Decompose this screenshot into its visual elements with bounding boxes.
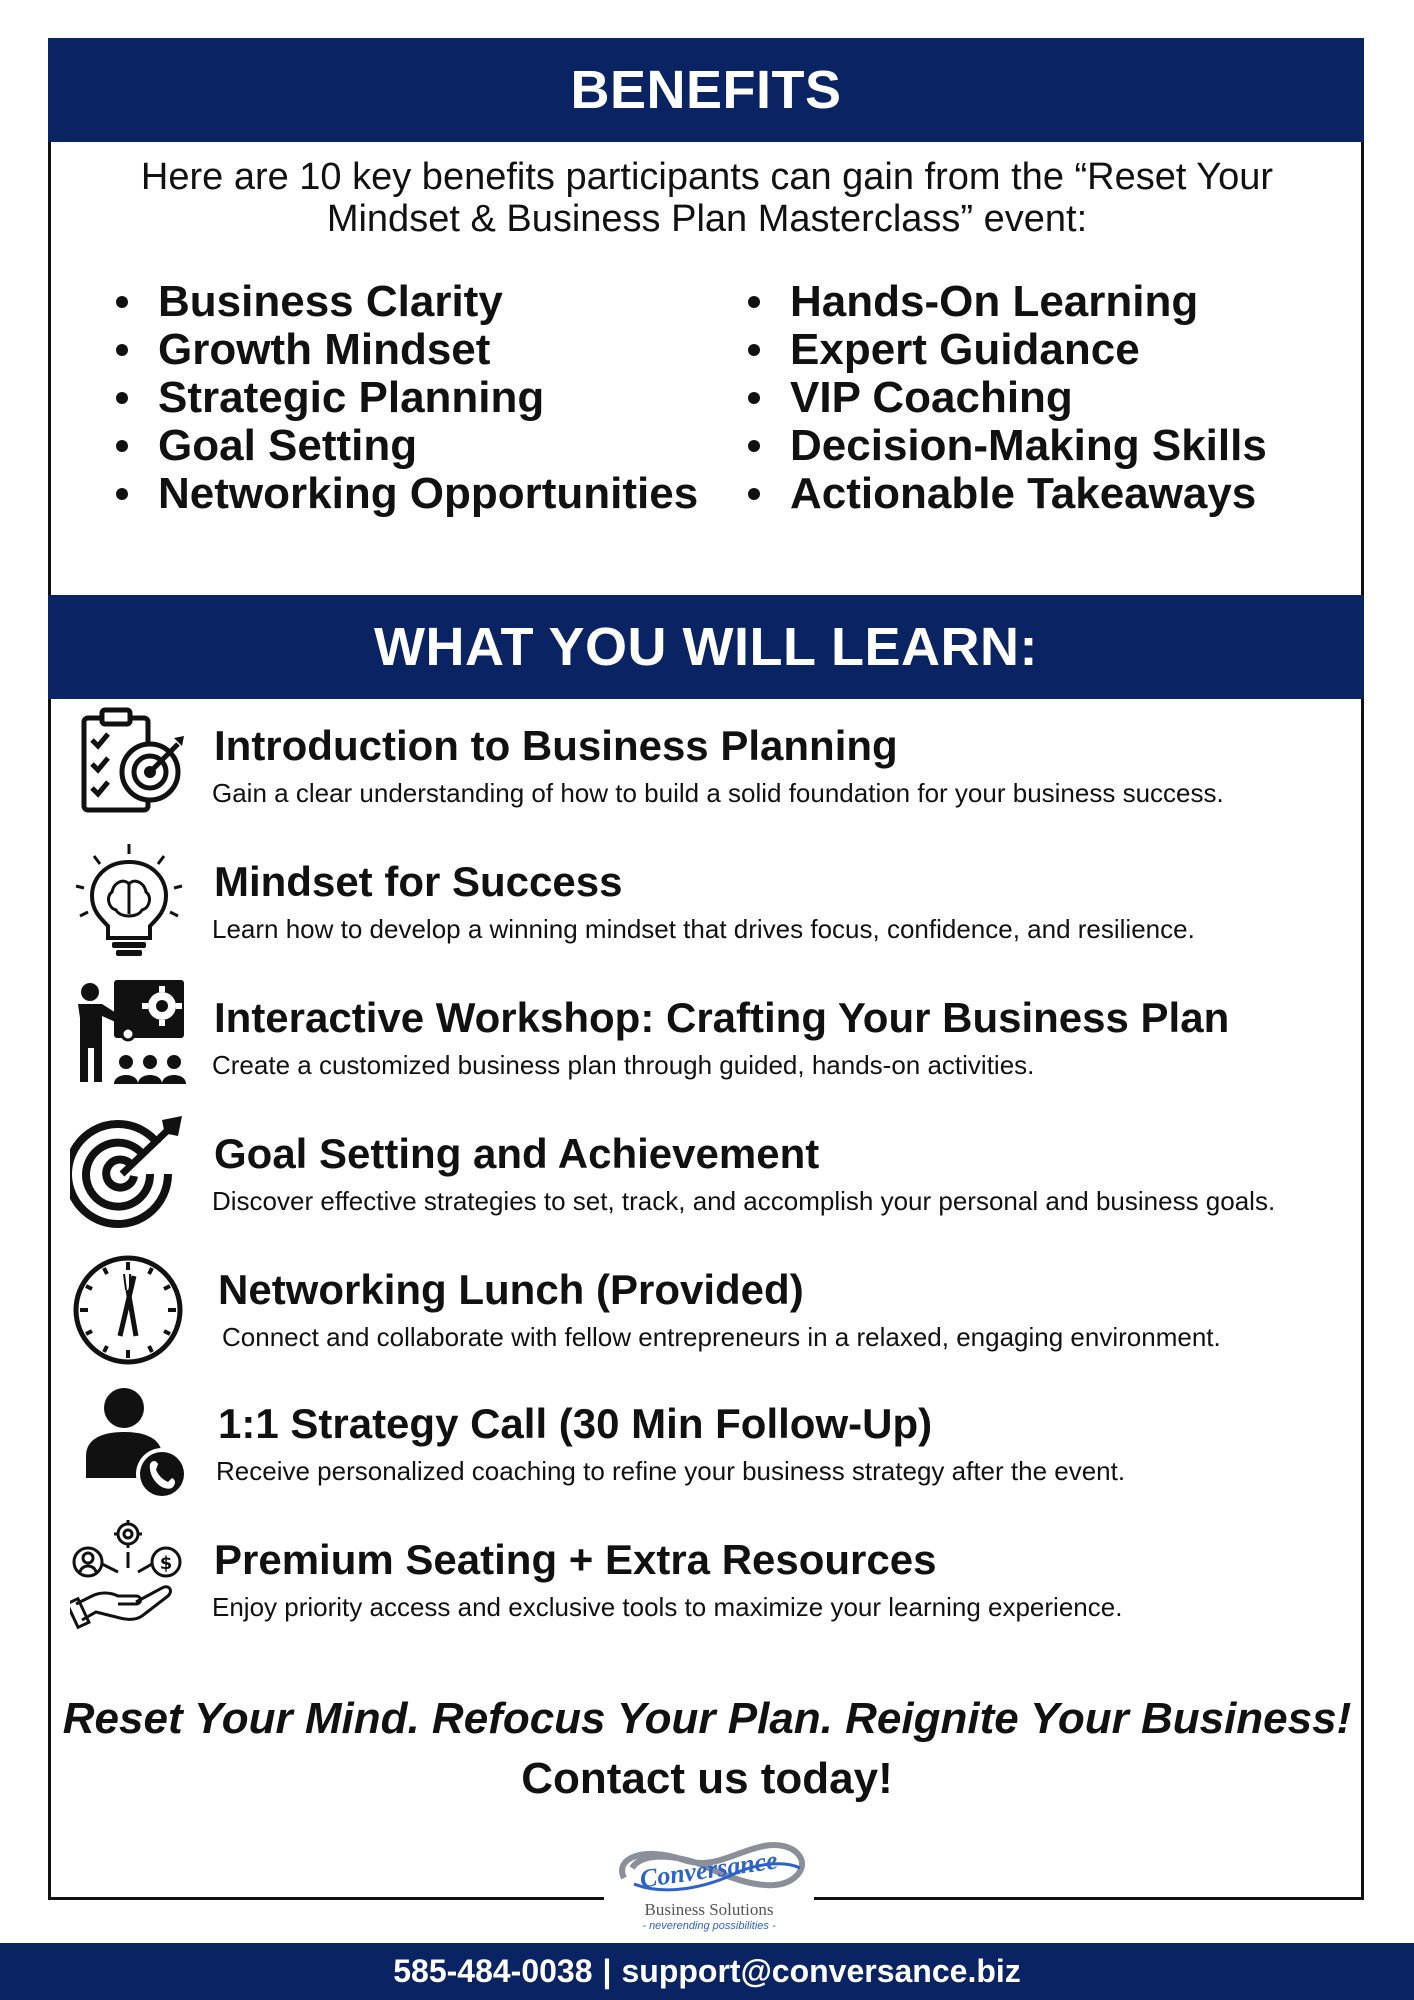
benefit-label: Decision-Making Skills [790, 421, 1267, 470]
benefit-item [748, 278, 1267, 326]
benefit-label: Expert Guidance [790, 325, 1140, 374]
topic-description: Learn how to develop a winning mindset that drives focus, confidence, and resilience. [212, 914, 1195, 944]
benefit-item [116, 470, 698, 518]
benefit-label: Growth Mindset [158, 325, 491, 374]
brain-lightbulb-icon [70, 842, 188, 960]
learn-heading: WHAT YOU WILL LEARN: [48, 595, 1364, 699]
learn-topic [70, 978, 1360, 1098]
learn-topic [70, 706, 1360, 826]
svg-text:$: $ [159, 1553, 173, 1574]
benefit-label: VIP Coaching [790, 373, 1073, 422]
topic-description: Enjoy priority access and exclusive tools to maximize your learning experience. [212, 1592, 1123, 1622]
learn-topic [70, 842, 1360, 962]
bullet-icon [748, 392, 760, 404]
benefit-item [116, 326, 698, 374]
learn-topic [70, 1250, 1360, 1370]
benefits-list-left [116, 278, 698, 518]
benefits-list-right [748, 278, 1267, 518]
phone-number[interactable]: 585-484-0038 [393, 1953, 593, 1989]
learn-topic [70, 1384, 1360, 1504]
infinity-swoosh-icon [604, 1838, 814, 1902]
bullet-icon [748, 488, 760, 500]
benefit-item [116, 422, 698, 470]
bullet-icon [748, 344, 760, 356]
benefit-label: Networking Opportunities [158, 469, 699, 518]
person-phone-icon [70, 1384, 188, 1502]
clock-utensils-icon [70, 1250, 188, 1368]
logo-wordmark: Conversance [637, 1845, 780, 1894]
learn-topic [70, 1520, 1360, 1640]
benefit-label: Hands-On Learning [790, 277, 1199, 326]
contact-footer [0, 1943, 1414, 2000]
benefit-item [748, 422, 1267, 470]
benefit-item [116, 278, 698, 326]
benefits-heading: BENEFITS [48, 38, 1364, 142]
topic-description: Gain a clear understanding of how to build a solid foundation for your business success. [212, 778, 1224, 808]
learn-topic [70, 1114, 1360, 1234]
logo-subtitle: Business Solutions [644, 1900, 774, 1919]
bullet-icon [116, 488, 128, 500]
benefit-label: Actionable Takeaways [790, 469, 1257, 518]
benefit-item [748, 470, 1267, 518]
bullet-icon [748, 440, 760, 452]
tagline: Reset Your Mind. Refocus Your Plan. Reignite Your Business! [62, 1694, 1352, 1743]
bullet-icon [116, 344, 128, 356]
topic-title: Interactive Workshop: Crafting Your Business Plan [214, 994, 1230, 1041]
bullet-icon [748, 296, 760, 308]
topic-description: Discover effective strategies to set, track, and accomplish your personal and business goals. [212, 1186, 1276, 1216]
target-arrow-icon [70, 1114, 188, 1232]
hand-resources-icon [70, 1520, 188, 1638]
topic-title: Introduction to Business Planning [214, 722, 898, 769]
clipboard-target-icon [70, 706, 188, 824]
topic-description: Create a customized business plan through guided, hands-on activities. [212, 1050, 1035, 1080]
email-link[interactable]: support@conversance.biz [621, 1953, 1021, 1989]
bullet-icon [116, 296, 128, 308]
footer-separator: | [602, 1953, 612, 1989]
benefit-item [748, 374, 1267, 422]
topic-title: Goal Setting and Achievement [214, 1130, 820, 1177]
topic-description: Connect and collaborate with fellow entrepreneurs in a relaxed, engaging environment. [222, 1322, 1221, 1352]
topic-title: Premium Seating + Extra Resources [214, 1536, 937, 1583]
presenter-workshop-icon [70, 978, 188, 1096]
logo-tagline: - neverending possibilities - [642, 1920, 776, 1932]
bullet-icon [116, 440, 128, 452]
benefit-item [748, 326, 1267, 374]
topic-description: Receive personalized coaching to refine your business strategy after the event. [216, 1456, 1126, 1486]
benefit-label: Goal Setting [158, 421, 418, 470]
bullet-icon [116, 392, 128, 404]
topic-title: Networking Lunch (Provided) [218, 1266, 804, 1313]
topic-title: 1:1 Strategy Call (30 Min Follow-Up) [218, 1400, 933, 1447]
company-logo [604, 1838, 814, 1942]
benefits-intro: Here are 10 key benefits participants can gain from the “Reset Your Mindset & Business Plan Masterclass” event: [140, 156, 1274, 240]
topic-title: Mindset for Success [214, 858, 623, 905]
benefit-item [116, 374, 698, 422]
benefit-label: Strategic Planning [158, 373, 545, 422]
benefit-label: Business Clarity [158, 277, 503, 326]
contact-cta: Contact us today! [521, 1754, 893, 1803]
